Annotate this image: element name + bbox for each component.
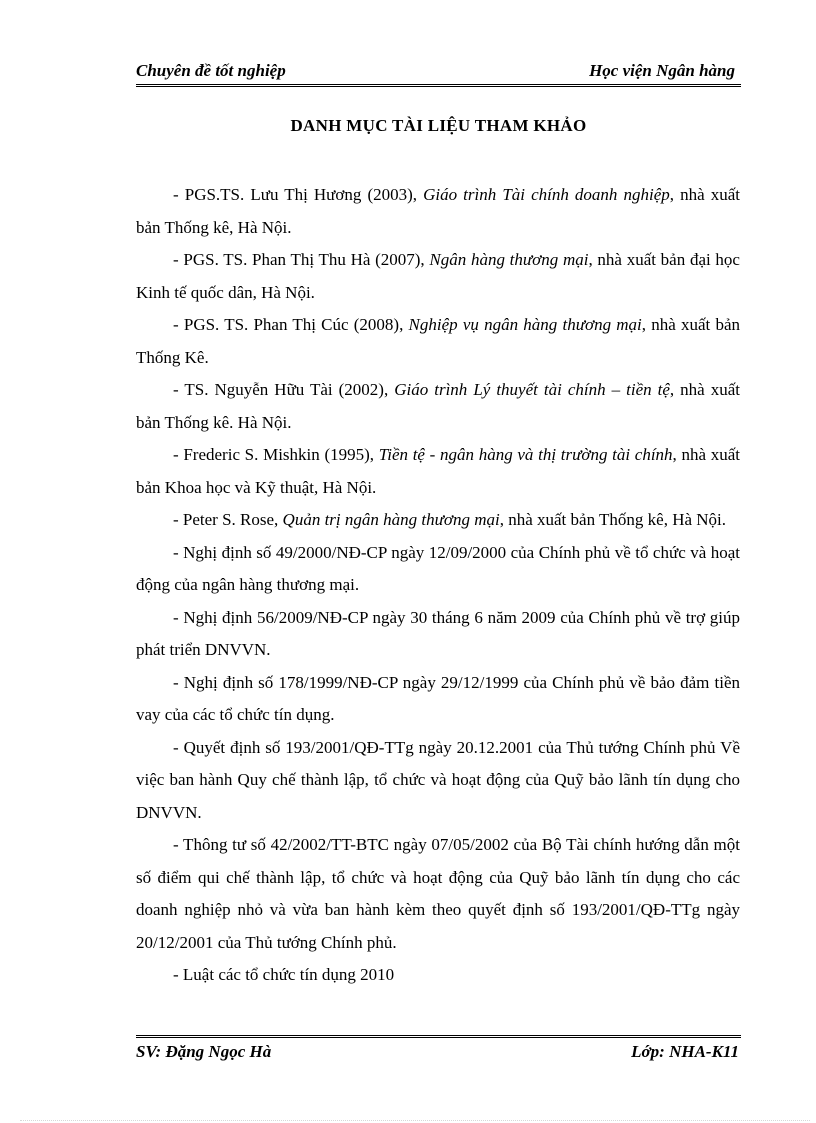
- page-footer: [136, 1042, 741, 1066]
- footer-student-name: SV: Đặng Ngọc Hà: [136, 1042, 272, 1061]
- reference-item: [136, 667, 740, 732]
- reference-item: [136, 829, 740, 959]
- reference-publisher: , nhà xuất bản Thống kê. Hà Nội.: [136, 380, 740, 432]
- reference-text: - Nghị định số 178/1999/NĐ-CP ngày 29/12/1999 của Chính phủ về bảo đảm tiền vay của các tổ chức tín dụng.: [136, 672, 740, 724]
- reference-text: - Frederic S. Mishkin (1995),: [173, 445, 379, 464]
- reference-item: [136, 537, 740, 602]
- reference-title: Giáo trình Tài chính doanh nghiệp: [423, 185, 670, 204]
- reference-title: Tiền tệ - ngân hàng và thị trường tài chính: [378, 445, 673, 464]
- reference-title: Ngân hàng thương mại: [429, 250, 589, 269]
- header-institution: Học viện Ngân hàng: [589, 61, 735, 80]
- reference-text: - Luật các tổ chức tín dụng 2010: [173, 965, 395, 984]
- reference-item: [136, 179, 740, 244]
- reference-title: Nghiệp vụ ngân hàng thương mại: [408, 315, 642, 334]
- reference-item: [136, 439, 740, 504]
- reference-text: - PGS. TS. Phan Thị Thu Hà (2007),: [173, 250, 430, 269]
- reference-publisher: , nhà xuất bản đại học Kinh tế quốc dân, Hà Nội.: [136, 250, 740, 302]
- reference-text: - Nghị định 56/2009/NĐ-CP ngày 30 tháng 6 năm 2009 của Chính phủ về trợ giúp phát triển DNVVN.: [136, 607, 740, 659]
- reference-item: [136, 374, 740, 439]
- reference-item: [136, 732, 740, 830]
- reference-title: Quản trị ngân hàng thương mại: [282, 510, 500, 529]
- page-title: DANH MỤC TÀI LIỆU THAM KHẢO: [290, 116, 587, 135]
- reference-item: [136, 244, 740, 309]
- reference-publisher: , nhà xuất bản Khoa học và Kỹ thuật, Hà Nội.: [136, 445, 740, 497]
- footer-rule: [136, 1035, 741, 1038]
- reference-publisher: , nhà xuất bản Thống kê, Hà Nội.: [499, 510, 727, 529]
- reference-title: Giáo trình Lý thuyết tài chính – tiền tệ: [394, 380, 670, 399]
- reference-publisher: , nhà xuất bản Thống Kê.: [136, 315, 740, 367]
- reference-text: - PGS. TS. Phan Thị Cúc (2008),: [173, 315, 409, 334]
- reference-text: - Quyết định số 193/2001/QĐ-TTg ngày 20.12.2001 của Thủ tướng Chính phủ Về việc ban hành Quy chế thành lập, tổ chức và hoạt động của Quỹ bảo lãnh tín dụng cho DNVVN.: [136, 737, 740, 822]
- reference-publisher: , nhà xuất bản Thống kê, Hà Nội.: [136, 185, 740, 237]
- reference-text: - TS. Nguyễn Hữu Tài (2002),: [173, 380, 395, 399]
- header-thesis-type: Chuyên đề tốt nghiệp: [136, 61, 286, 80]
- reference-item: [136, 504, 740, 537]
- header-rule: [136, 84, 741, 87]
- footer-class: Lớp: NHA-K11: [631, 1042, 739, 1061]
- page-header: [136, 60, 741, 84]
- page-edge-divider: [20, 1120, 810, 1121]
- reference-text: - Thông tư số 42/2002/TT-BTC ngày 07/05/2002 của Bộ Tài chính hướng dẫn một số điểm qui chế thành lập, tổ chức và hoạt động của Quỹ bảo lãnh tín dụng cho các doanh nghiệp nhỏ và vừa ban hành kèm theo quyết định số 193/2001/QĐ-TTg ngày 20/12/2001 của Thủ tướng Chính phủ.: [136, 835, 740, 952]
- reference-item: [136, 602, 740, 667]
- reference-text: - Peter S. Rose,: [173, 510, 283, 529]
- reference-text: - PGS.TS. Lưu Thị Hương (2003),: [173, 185, 424, 204]
- reference-list: [136, 179, 740, 992]
- reference-item: [136, 309, 740, 374]
- reference-item: [136, 959, 740, 992]
- reference-text: - Nghị định số 49/2000/NĐ-CP ngày 12/09/2000 của Chính phủ về tổ chức và hoạt động của ngân hàng thương mại.: [136, 542, 740, 594]
